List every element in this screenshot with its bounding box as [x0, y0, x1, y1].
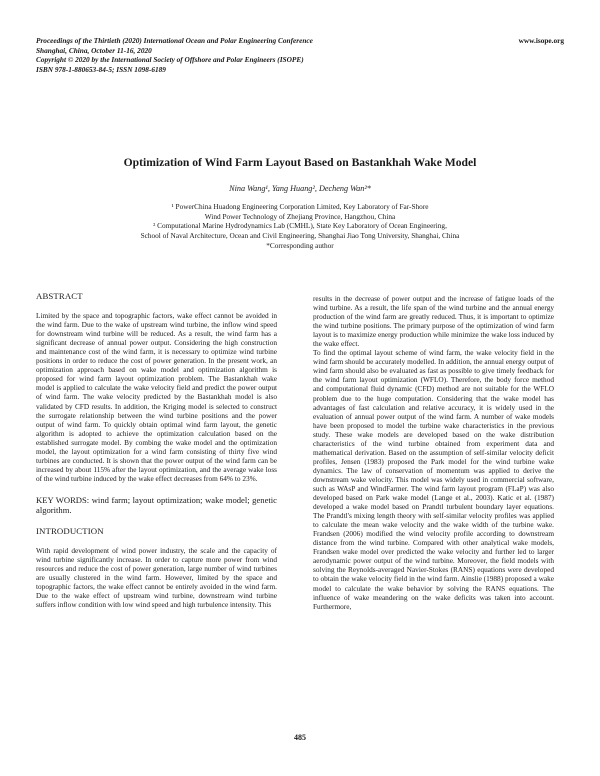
header-line-3: Copyright © 2020 by the International Society of Offshore and Polar Engineers (ISOPE) [36, 55, 304, 65]
right-column [313, 294, 554, 611]
abstract-heading: ABSTRACT [36, 291, 83, 301]
header-url-link[interactable]: www.isope.org [518, 36, 564, 45]
page-number: 485 [294, 733, 306, 742]
affiliation-line: ² Computational Marine Hydrodynamics Lab (CMHL), State Key Laboratory of Ocean Engineering, [153, 221, 447, 231]
body-paragraph: results in the decrease of power output and the increase of fatigue loads of the wind turbine. As a result, the life span of the wind turbine and the annual energy production of the wind farm are greatly reduced. Thus, it is important to optimize the wind turbine positions. The primary purpose of the optimization of wind farm layout is to maximize energy production while minimize the wake loss induced by the wake effect. [313, 294, 554, 349]
affiliation-line: Wind Power Technology of Zhejiang Province, Hangzhou, China [204, 211, 396, 221]
author-list: Nina Wang¹, Yang Huang², Decheng Wan²* [229, 184, 371, 193]
affiliation-line: School of Naval Architecture, Ocean and Civil Engineering, Shanghai Jiao Tong University, Shanghai, China [140, 231, 460, 241]
introduction-heading: INTRODUCTION [36, 525, 104, 536]
left-column [36, 292, 277, 609]
abstract-text: Limited by the space and topographic factors, wake effect cannot be avoided in the wind farm. Due to the wake of upstream wind turbine, the inflow wind speed for downstream wind turbine will be reduced. As a result, the wind farm has a significant decrease of annual power output. Considering the high construction and maintenance cost of the wind farm, it is necessary to optimize wind turbine positions in order to reduce the cost of power generation. In the present work, an optimization approach based on wake model and optimization algorithm is proposed for wind farm layout optimization problem. The Bastankhah wake model is applied to calculate the wake velocity field and predict the power output of wind farm. The wake velocity predicted by the Bastankhah model is also validated by CFD results. In addition, the Kriging model is selected to construct the surrogate relationship between the wind turbine positions and the power output of wind farm. To quickly obtain optimal wind farm layout, the genetic algorithm is adopted to achieve the optimization calculation based on the established surrogate model. By combing the wake model and the optimization model, the layout optimization for a wind farm consisting of thirty five wind turbines are conducted. It is shown that the power output of the wind farm can be increased by about 115% after the layout optimization, and the average wake loss of the wind turbine induced by the wake effect decreases from 64% to 23%. [36, 311, 277, 483]
affiliations [0, 202, 600, 251]
header-line-1: Proceedings of the Thirtieth (2020) International Ocean and Polar Engineering Conference [36, 36, 313, 45]
introduction-text: With rapid development of wind power industry, the scale and the capacity of wind turbine significantly increase. In order to capture more power from wind resources and reduce the cost of power generation, large number of wind turbines are usually clustered in the wind farm. However, limited by the space and topographic factors, the wake effect cannot be entirely avoided in the wind farm. Due to the wake effect of upstream wind turbine, downstream wind turbine suffers inflow condition with low wind speed and high turbulence intensity. This [36, 545, 277, 610]
corresponding-author-note: *Corresponding author [266, 240, 334, 250]
affiliation-line: ¹ PowerChina Huadong Engineering Corporation Limited, Key Laboratory of Far-Shore [171, 202, 429, 211]
paper-title: Optimization of Wind Farm Layout Based on Bastankhah Wake Model [123, 156, 477, 169]
header-line-4: ISBN 978-1-880653-84-5; ISSN 1098-6189 [36, 64, 166, 74]
conference-header [36, 36, 566, 74]
header-line-2: Shanghai, China, October 11-16, 2020 [36, 45, 152, 55]
keywords: KEY WORDS: wind farm; layout optimization; wake model; genetic algorithm. [36, 494, 277, 516]
body-paragraph: To find the optimal layout scheme of wind farm, the wake velocity field in the wind farm should be accurately modelled. In addition, the annual energy output of wind farm should also be evaluated as fast as possible to give timely feedback for the wind farm layout optimization (WFLO). Therefore, the body force method and computational fluid dynamic (CFD) method are not suitable for the WFLO problem due to the huge computation. Considering that the wake model has advantages of fast calculation and relative accuracy, it is widely used in the evaluation of annual power output of the wind farm. A number of wake models have been proposed to model the turbine wake characteristics in the previous study. These wake models are developed based on the wake distribution characteristics of the wind turbine obtained from experiment data and mathematical derivation. Based on the assumption of self-similar velocity deficit profiles, Jensen (1983) proposed the Park model for the wind turbine wake dynamics. The law of conservation of momentum was applied to derive the downstream wake velocity. This model was widely used in commercial software, such as WAsP and WindFarmer. The wind farm layout program (FLaP) was also developed based on Park wake model (Lange et al., 2003). Katic et al. (1987) developed a wake model based on Prandtl turbulent boundary layer equations. The Prandtl's mixing length theory with self-similar velocity profiles was applied to calculate the mean wake velocity and the wake width of the turbine wake. Frandsen (2006) modified the wind velocity profile according to downstream distance from the wind turbine. Compared with other analytical wake models, Frandsen wake model over predicted the wake velocity and further led to larger aerodynamic power output of the wind turbine. Moreover, the field models with solving the Reynolds-averaged Navier-Stokes (RANS) equations were developed to obtain the wake velocity field in the wind farm. Ainslie (1988) proposed a wake model to calculate the wake behavior by solving the RANS equations. The influence of wake meandering on the wake deficits was taken into account. Furthermore, [313, 348, 554, 611]
